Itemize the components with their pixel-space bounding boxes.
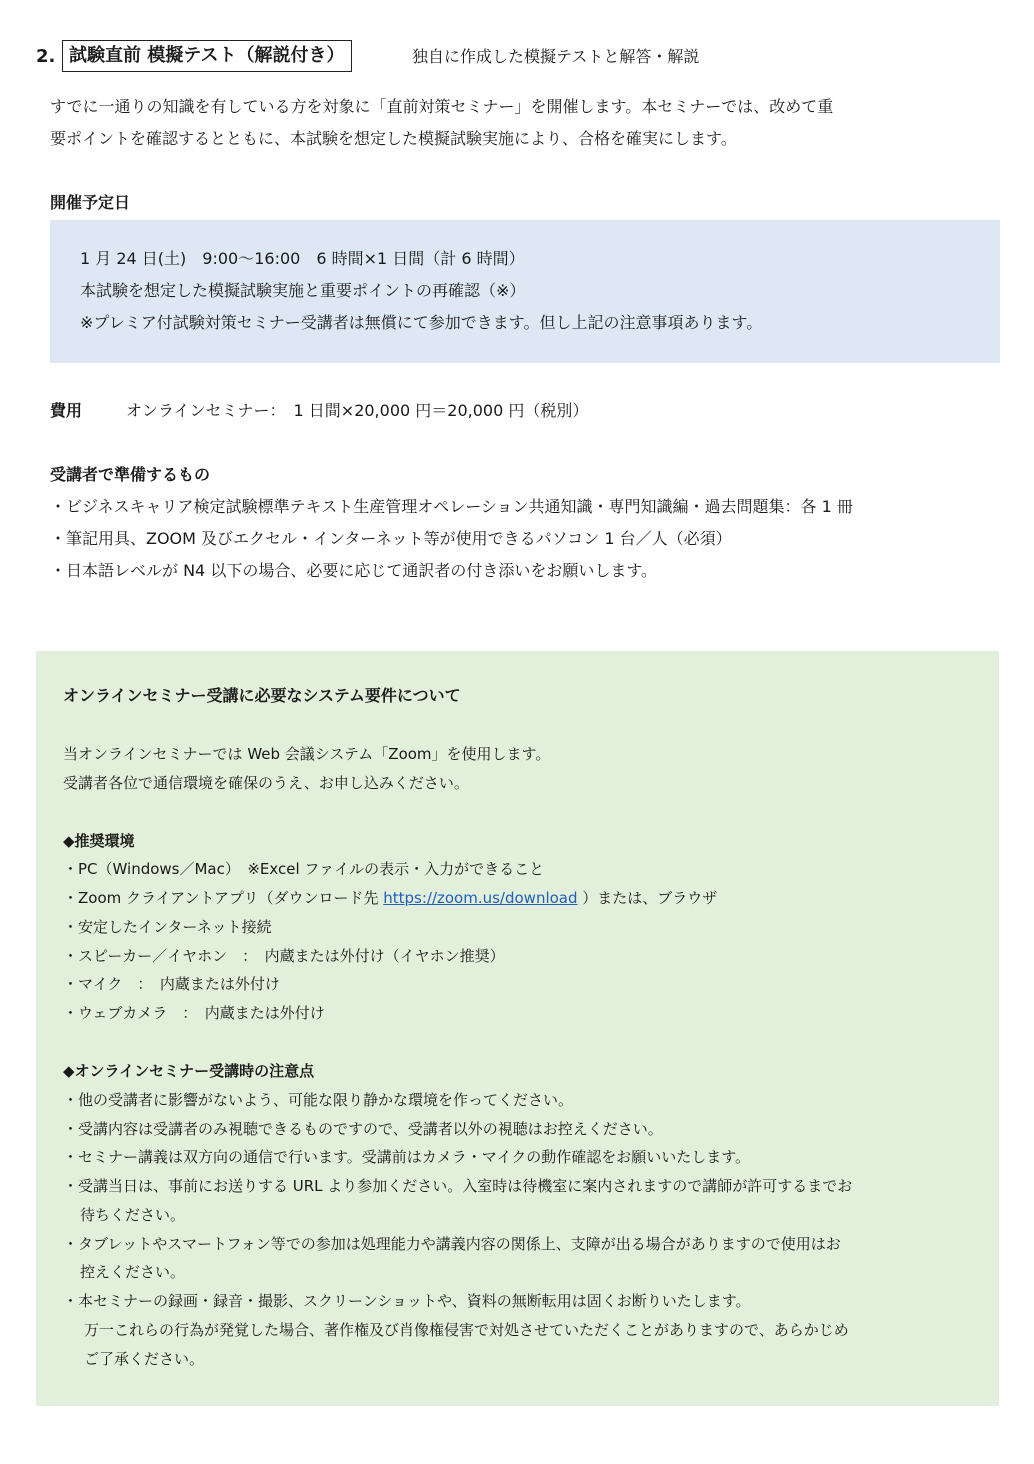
section-description: 独自に作成した模擬テストと解答・解説 bbox=[412, 47, 700, 66]
fee-label: 費用 bbox=[50, 401, 83, 420]
env-item-mic: ・マイク ： 内蔵または外付け bbox=[63, 975, 280, 993]
schedule-content: 本試験を想定した模擬試験実施と重要ポイントの再確認（※） bbox=[80, 281, 526, 300]
section-title: 試験直前 模擬テスト（解説付き） bbox=[62, 40, 352, 72]
schedule-date: 1 月 24 日(土) 9:00〜16:00 6 時間×1 日間（計 6 時間） bbox=[80, 249, 525, 268]
fee-text: オンラインセミナー： 1 日間×20,000 円＝20,000 円（税別） bbox=[126, 401, 589, 420]
env-heading: ◆推奨環境 bbox=[63, 832, 135, 850]
notes-heading: ◆オンラインセミナー受講時の注意点 bbox=[63, 1062, 315, 1080]
env-item-zoom-prefix: ・Zoom クライアントアプリ（ダウンロード先 bbox=[63, 889, 384, 907]
env-item-zoom-suffix: ）または、ブラウザ bbox=[577, 889, 718, 907]
env-item-speaker: ・スピーカー／イヤホン ： 内蔵または外付け（イヤホン推奨） bbox=[63, 947, 505, 965]
preparation-item: ・筆記用具、ZOOM 及びエクセル・インターネット等が使用できるパソコン 1 台／人（必須） bbox=[50, 529, 732, 548]
zoom-download-link[interactable]: https://zoom.us/download bbox=[383, 889, 578, 907]
env-item-camera: ・ウェブカメラ ： 内蔵または外付け bbox=[63, 1004, 325, 1022]
system-title: オンラインセミナー受講に必要なシステム要件について bbox=[63, 686, 461, 705]
system-intro-line: 受講者各位で通信環境を確保のうえ、お申し込みください。 bbox=[63, 774, 469, 792]
note-item: ・他の受講者に影響がないよう、可能な限り静かな環境を作ってください。 bbox=[63, 1091, 574, 1109]
preparation-label: 受講者で準備するもの bbox=[50, 465, 211, 484]
env-item-internet: ・安定したインターネット接続 bbox=[63, 918, 272, 936]
schedule-note: ※プレミア付試験対策セミナー受講者は無償にて参加できます。但し上記の注意事項あります。 bbox=[80, 313, 763, 332]
note-item-continued: 万一これらの行為が発覚した場合、著作権及び肖像権侵害で対処させていただくことがありますので、あらかじめ bbox=[84, 1321, 849, 1339]
preparation-item: ・ビジネスキャリア検定試験標準テキスト生産管理オペレーション共通知識・専門知識編・過去問題集：各 1 冊 bbox=[50, 497, 853, 516]
env-item-pc: ・PC（Windows／Mac） ※Excel ファイルの表示・入力ができること bbox=[63, 860, 545, 878]
intro-line-1: すでに一通りの知識を有している方を対象に「直前対策セミナー」を開催します。本セミナーでは、改めて重 bbox=[50, 97, 834, 116]
note-item-continued: 控えください。 bbox=[80, 1263, 186, 1281]
note-item: ・受講内容は受講者のみ視聴できるものですので、受講者以外の視聴はお控えください。 bbox=[63, 1120, 663, 1138]
note-item: ・タブレットやスマートフォン等での参加は処理能力や講義内容の関係上、支障が出る場合がありますので使用はお bbox=[63, 1235, 841, 1253]
preparation-item: ・日本語レベルが N4 以下の場合、必要に応じて通訳者の付き添いをお願いします。 bbox=[50, 561, 658, 580]
note-item: ・本セミナーの録画・録音・撮影、スクリーンショットや、資料の無断転用は固くお断りいたします。 bbox=[63, 1292, 751, 1310]
note-item: ・セミナー講義は双方向の通信で行います。受講前はカメラ・マイクの動作確認をお願いいたします。 bbox=[63, 1148, 751, 1166]
section-number: 2. bbox=[36, 46, 56, 67]
note-item-continued: 待ちください。 bbox=[80, 1206, 186, 1224]
note-item-continued: ご了承ください。 bbox=[84, 1350, 205, 1368]
note-item: ・受講当日は、事前にお送りする URL より参加ください。入室時は待機室に案内されますので講師が許可するまでお bbox=[63, 1177, 853, 1195]
intro-line-2: 要ポイントを確認するとともに、本試験を想定した模擬試験実施により、合格を確実にします。 bbox=[50, 129, 737, 148]
schedule-label: 開催予定日 bbox=[50, 193, 131, 212]
env-item-zoom bbox=[63, 885, 717, 911]
system-intro-line: 当オンラインセミナーでは Web 会議システム「Zoom」を使用します。 bbox=[63, 745, 551, 763]
